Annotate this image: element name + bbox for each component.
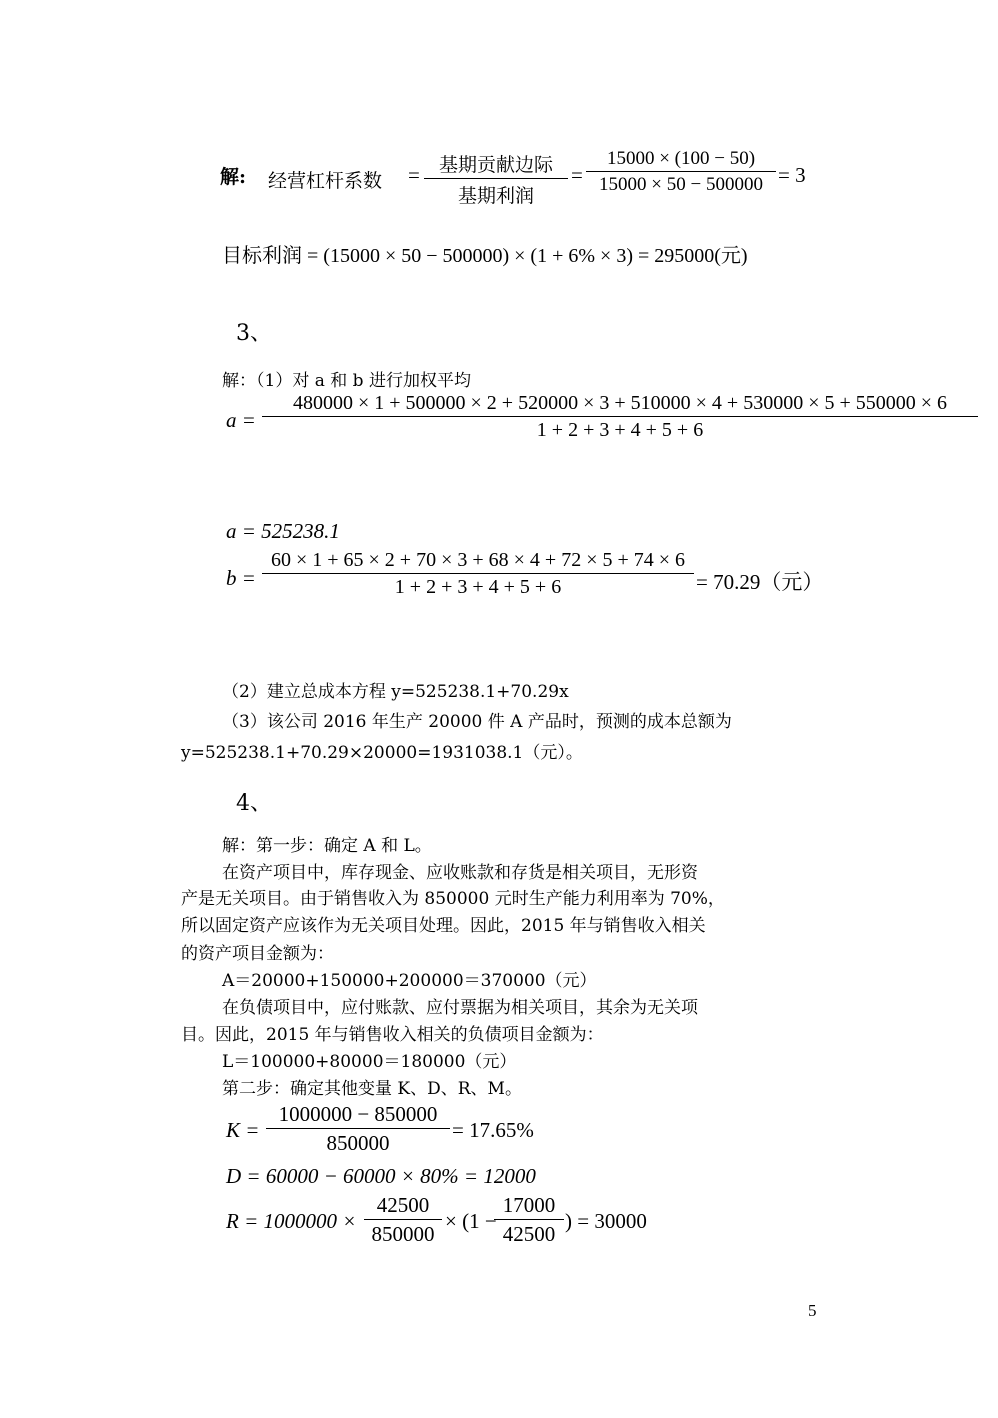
k-result: = 17.65% xyxy=(452,1118,534,1142)
dol-fraction-words xyxy=(424,150,568,208)
paragraph-line: 在负债项目中，应付账款、应付票据为相关项目，其余为无关项 xyxy=(222,998,698,1018)
fraction-denominator: 1 + 2 + 3 + 4 + 5 + 6 xyxy=(394,576,562,598)
paragraph-line: 产是无关项目。由于销售收入为 850000 元时生产能力利用率为 70%， xyxy=(181,889,725,909)
step-3-text-line-1: （3）该公司 2016 年生产 20000 件 A 产品时，预测的成本总额为 xyxy=(222,712,732,732)
target-profit-equation: 目标利润 = (15000 × 50 − 500000) × (1 + 6% × 3) = 295000(元) xyxy=(222,245,748,267)
l-equation-line: L＝100000+80000＝180000（元） xyxy=(222,1052,517,1072)
fraction-denominator: 1 + 2 + 3 + 4 + 5 + 6 xyxy=(536,419,704,441)
a-value: a = 525238.1 xyxy=(226,519,340,543)
equals-sign: = xyxy=(243,408,255,432)
paragraph-line: 的资产项目金额为： xyxy=(181,944,334,964)
equals-sign: = xyxy=(408,163,420,187)
fraction-denominator: 15000 × 50 − 500000 xyxy=(599,174,763,195)
fraction-denominator: 850000 xyxy=(371,1222,435,1246)
equals-sign: = xyxy=(243,566,255,590)
fraction-numerator: 42500 xyxy=(364,1193,442,1220)
paragraph-line: 在资产项目中，库存现金、应收账款和存货是相关项目，无形资 xyxy=(222,863,698,883)
r-fraction-1 xyxy=(364,1193,442,1247)
r-prefix: R = 1000000 × xyxy=(226,1209,357,1233)
paragraph-line: 所以固定资产应该作为无关项目处理。因此，2015 年与销售收入相关 xyxy=(181,916,706,936)
section-4-heading: 4、 xyxy=(236,791,272,816)
fraction-denominator: 基期利润 xyxy=(457,185,534,207)
solution-label: 解: xyxy=(220,166,247,188)
d-equation: D = 60000 − 60000 × 80% = 12000 xyxy=(226,1164,536,1188)
paragraph-line: 解：第一步：确定 A 和 L。 xyxy=(222,836,432,856)
a-label: a xyxy=(226,408,237,432)
k-fraction xyxy=(266,1102,450,1156)
b-result: = 70.29（元） xyxy=(696,570,824,594)
dol-label: 经营杠杆系数 xyxy=(268,170,383,192)
fraction-denominator: 850000 xyxy=(326,1131,390,1155)
dol-fraction-numbers xyxy=(586,148,776,196)
a-weighted-average-fraction xyxy=(262,392,978,442)
fraction-numerator: 基期贡献边际 xyxy=(424,150,568,179)
b-weighted-average-fraction xyxy=(262,549,694,599)
k-label: K = xyxy=(226,1118,260,1142)
step-3-text-line-2: y=525238.1+70.29×20000=1931038.1（元）。 xyxy=(181,743,583,763)
step-2-text: （2）建立总成本方程 y=525238.1+70.29x xyxy=(222,682,569,702)
equals-sign: = xyxy=(571,163,583,187)
a-equation-line: A＝20000+150000+200000＝370000（元） xyxy=(222,971,597,991)
fraction-numerator: 1000000 − 850000 xyxy=(266,1102,450,1129)
b-label: b xyxy=(226,566,237,590)
r-fraction-2 xyxy=(494,1193,564,1247)
fraction-numerator: 17000 xyxy=(494,1193,564,1220)
dol-result: = 3 xyxy=(778,163,806,187)
fraction-numerator: 480000 × 1 + 500000 × 2 + 520000 × 3 + 510000 × 4 + 530000 × 5 + 550000 × 6 xyxy=(262,392,978,417)
r-result: ) = 30000 xyxy=(565,1209,647,1233)
r-middle: × (1 − xyxy=(445,1209,497,1233)
fraction-denominator: 42500 xyxy=(502,1222,556,1246)
paragraph-line: 目。因此，2015 年与销售收入相关的负债项目金额为： xyxy=(181,1025,604,1045)
section-3-heading: 3、 xyxy=(236,321,272,346)
step-1-text: 解：（1）对 a 和 b 进行加权平均 xyxy=(222,371,471,391)
fraction-numerator: 15000 × (100 − 50) xyxy=(586,148,776,172)
paragraph-line: 第二步：确定其他变量 K、D、R、M。 xyxy=(222,1079,522,1099)
fraction-numerator: 60 × 1 + 65 × 2 + 70 × 3 + 68 × 4 + 72 × 5 + 74 × 6 xyxy=(262,549,694,574)
page-number: 5 xyxy=(808,1301,817,1320)
